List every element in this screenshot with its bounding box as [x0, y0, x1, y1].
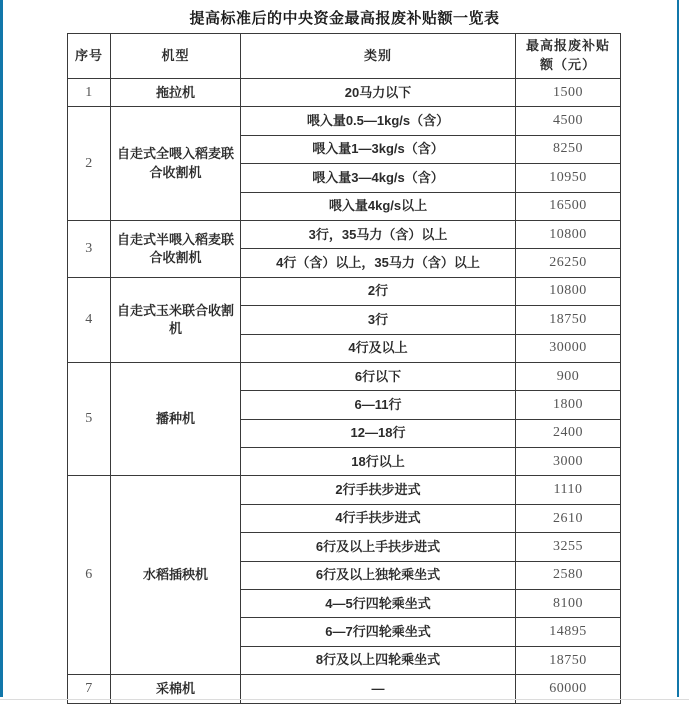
header-seq: 序号 — [68, 34, 111, 79]
header-row — [68, 34, 621, 79]
amount-cell: 26250 — [516, 249, 621, 277]
model-cell: 拖拉机 — [111, 79, 241, 107]
category-cell: 12—18行 — [241, 419, 516, 447]
seq-cell: 2 — [68, 107, 111, 221]
bottom-divider — [0, 699, 689, 700]
amount-cell: 8250 — [516, 135, 621, 163]
header-amount-line2: 额（元） — [539, 57, 596, 72]
table-row — [68, 220, 621, 248]
amount-cell: 1800 — [516, 391, 621, 419]
category-cell: 8行及以上四轮乘坐式 — [241, 646, 516, 674]
seq-cell: 7 — [68, 675, 111, 703]
category-cell: 6行以下 — [241, 362, 516, 390]
amount-cell: 900 — [516, 362, 621, 390]
category-cell: 6行及以上独轮乘坐式 — [241, 561, 516, 589]
page-title: 提高标准后的中央资金最高报废补贴额一览表 — [189, 10, 500, 27]
category-cell: 喂入量0.5—1kg/s（含） — [241, 107, 516, 135]
amount-cell: 18750 — [516, 306, 621, 334]
category-cell: 4行手扶步进式 — [241, 504, 516, 532]
amount-cell: 3255 — [516, 533, 621, 561]
amount-cell: 1500 — [516, 79, 621, 107]
amount-cell: 2580 — [516, 561, 621, 589]
category-cell: 6—7行四轮乘坐式 — [241, 618, 516, 646]
right-accent-rule — [677, 0, 679, 697]
header-amount — [516, 34, 621, 79]
amount-cell: 10800 — [516, 220, 621, 248]
model-cell: 采棉机 — [111, 675, 241, 703]
category-cell: 4行及以上 — [241, 334, 516, 362]
amount-cell: 1110 — [516, 476, 621, 504]
model-cell: 自走式全喂入稻麦联合收割机 — [111, 107, 241, 221]
seq-cell: 6 — [68, 476, 111, 675]
model-cell: 水稻插秧机 — [111, 476, 241, 675]
category-cell: 18行以上 — [241, 448, 516, 476]
category-cell: 6—11行 — [241, 391, 516, 419]
seq-cell: 3 — [68, 220, 111, 277]
amount-cell: 16500 — [516, 192, 621, 220]
model-cell: 播种机 — [111, 362, 241, 476]
amount-cell: 2610 — [516, 504, 621, 532]
amount-cell: 10800 — [516, 277, 621, 305]
table-row — [68, 476, 621, 504]
subsidy-table — [67, 33, 621, 704]
seq-cell: 1 — [68, 79, 111, 107]
amount-cell: 30000 — [516, 334, 621, 362]
table-row — [68, 107, 621, 135]
category-cell: 喂入量3—4kg/s（含） — [241, 164, 516, 192]
header-amount-line1: 最高报废补贴 — [525, 38, 610, 54]
amount-cell: 60000 — [516, 675, 621, 703]
category-cell: — — [241, 675, 516, 703]
amount-cell: 18750 — [516, 646, 621, 674]
category-cell: 喂入量4kg/s以上 — [241, 192, 516, 220]
category-cell: 4行（含）以上，35马力（含）以上 — [241, 249, 516, 277]
amount-cell: 8100 — [516, 590, 621, 618]
amount-cell: 14895 — [516, 618, 621, 646]
seq-cell: 5 — [68, 362, 111, 476]
amount-cell: 2400 — [516, 419, 621, 447]
category-cell: 3行，35马力（含）以上 — [241, 220, 516, 248]
category-cell: 6行及以上手扶步进式 — [241, 533, 516, 561]
category-cell: 2行 — [241, 277, 516, 305]
amount-cell: 3000 — [516, 448, 621, 476]
table-row — [68, 79, 621, 107]
seq-cell: 4 — [68, 277, 111, 362]
category-cell: 喂入量1—3kg/s（含） — [241, 135, 516, 163]
table-row — [68, 277, 621, 305]
category-cell: 20马力以下 — [241, 79, 516, 107]
category-cell: 3行 — [241, 306, 516, 334]
header-model: 机型 — [111, 34, 241, 79]
table-row — [68, 362, 621, 390]
model-cell: 自走式玉米联合收割机 — [111, 277, 241, 362]
category-cell: 2行手扶步进式 — [241, 476, 516, 504]
header-category: 类别 — [241, 34, 516, 79]
amount-cell: 10950 — [516, 164, 621, 192]
left-accent-rule — [0, 0, 3, 697]
category-cell: 4—5行四轮乘坐式 — [241, 590, 516, 618]
amount-cell: 4500 — [516, 107, 621, 135]
model-cell: 自走式半喂入稻麦联合收割机 — [111, 220, 241, 277]
